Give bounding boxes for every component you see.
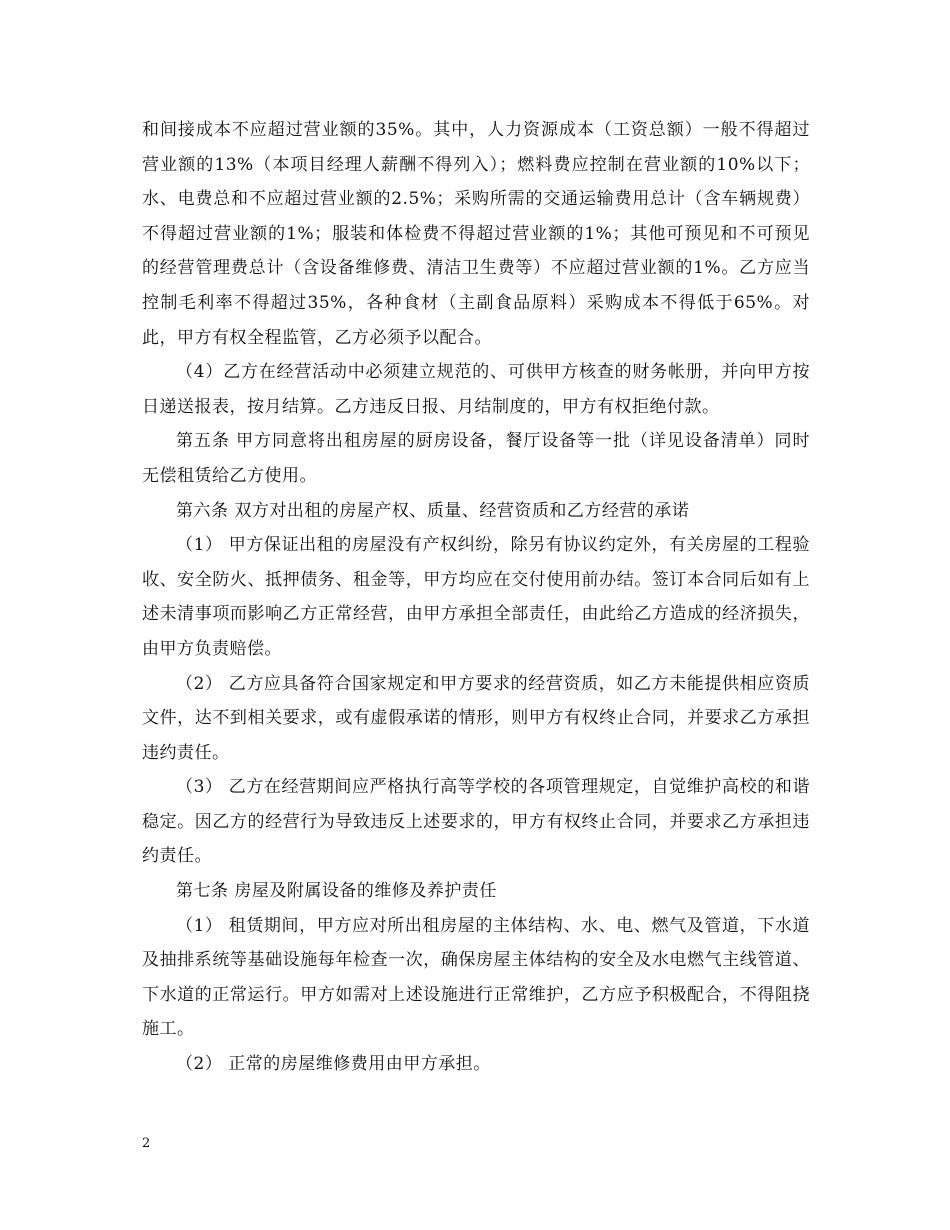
document-body [142, 113, 810, 1082]
heading-article-6: 第六条 双方对出租的房屋产权、质量、经营资质和乙方经营的承诺 [176, 500, 690, 521]
paragraph-article-6-item-1: （1） 甲方保证出租的房屋没有产权纠纷，除另有协议约定外，有关房屋的工程验收、安全防火、抵押债务、租金等，甲方均应在交付使用前办结。签订本合同后如有上述未清事项而影响乙方正常经营，由甲方承担全部责任，由此给乙方造成的经济损失，由甲方负责赔偿。 [142, 535, 810, 659]
paragraph-article-6-item-2: （2） 乙方应具备符合国家规定和甲方要求的经营资质，如乙方未能提供相应资质文件，达不到相关要求，或有虚假承诺的情形，则甲方有权终止合同，并要求乙方承担违约责任。 [142, 673, 810, 763]
paragraph-item-4-financial-records: （4）乙方在经营活动中必须建立规范的、可供甲方核查的财务帐册，并向甲方按日递送报表，按月结算。乙方违反日报、月结制度的，甲方有权拒绝付款。 [142, 362, 810, 417]
paragraph-article-6-item-3: （3） 乙方在经营期间应严格执行高等学校的各项管理规定，自觉维护高校的和谐稳定。因乙方的经营行为导致违反上述要求的，甲方有权终止合同，并要求乙方承担违约责任。 [142, 777, 810, 867]
page-number: 2 [142, 1136, 151, 1151]
heading-article-7: 第七条 房屋及附属设备的维修及养护责任 [176, 881, 497, 902]
paragraph-article-7-item-2: （2） 正常的房屋维修费用由甲方承担。 [176, 1054, 491, 1075]
paragraph-article-5: 第五条 甲方同意将出租房屋的厨房设备，餐厅设备等一批（详见设备清单）同时无偿租赁给乙方使用。 [142, 431, 810, 486]
paragraph-article-7-item-1: （1） 租赁期间，甲方应对所出租房屋的主体结构、水、电、燃气及管道，下水道及抽排系统等基础设施每年检查一次，确保房屋主体结构的安全及水电燃气主线管道、下水道的正常运行。甲方如需对上述设施进行正常维护，乙方应予积极配合，不得阻挠施工。 [142, 915, 810, 1040]
paragraph-cost-limits: 和间接成本不应超过营业额的35%。其中，人力资源成本（工资总额）一般不得超过营业额的13%（本项目经理人薪酬不得列入）；燃料费应控制在营业额的10%以下；水、电费总和不应超过营业额的2.5%；采购所需的交通运输费用总计（含车辆规费）不得超过营业额的1%；服装和体检费不得超过营业额的1%；其他可预见和不可预见的经营管理费总计（含设备维修费、清洁卫生费等）不应超过营业额的1%。乙方应当控制毛利率不得超过35%，各种食材（主副食品原料）采购成本不得低于65%。对此，甲方有权全程监管，乙方必须予以配合。 [142, 120, 810, 348]
